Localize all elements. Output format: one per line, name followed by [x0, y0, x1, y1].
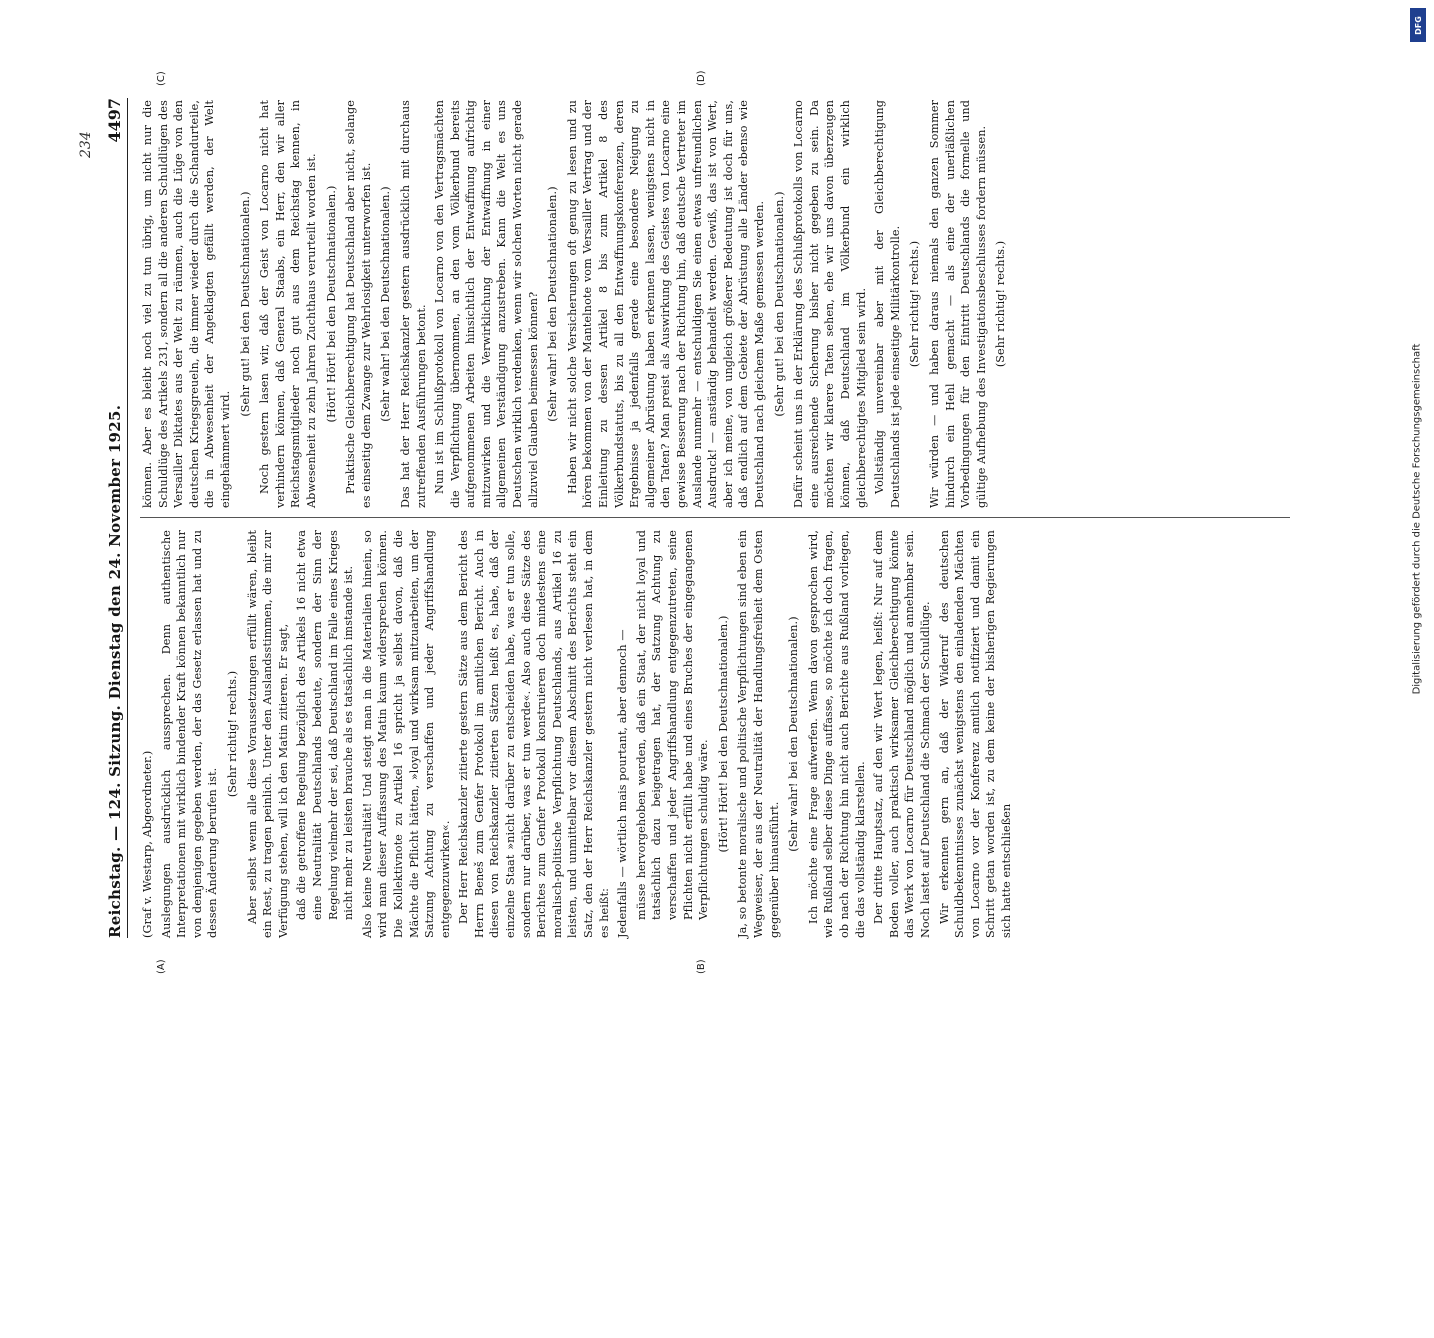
interjection: (Sehr richtig! rechts.) [225, 670, 239, 798]
interjection: (Sehr richtig! rechts.) [908, 240, 922, 368]
paragraph: Auslegungen ausdrücklich aussprechen. Denn authentische Interpretationen mit wirklich bindender Kraft können bekanntlich nur von demjenigen gegeben werden, der das Gesetz erlassen hat und zu dessen Änderung berufen ist. [159, 530, 220, 938]
interjection: (Sehr richtig! rechts.) [994, 240, 1008, 368]
paragraph: Praktische Gleichberechtigung hat Deutschland aber nicht, solange es einseitig dem Zwange zur Wehrlosigkeit unterworfen ist. [344, 100, 373, 508]
paragraph: Haben wir nicht solche Versicherungen oft genug zu lesen und zu hören bekommen von der Mantelnote vom Versailler Vertrag und der Einleitung zu dessen Artikel 8 bis zum Artikel 8 des Völkerbundstatuts, bis zu all den Entwaffnungskonferenzen, deren Ergebnisse ja jedenfalls gerade eine besondere Neigung zu allgemeiner Abrüstung haben erkennen lassen, wenigstens nicht in den Taten? Man preist als Auswirkung des Geistes von Locarno eine gewisse Besserung nach der Richtung hin, daß deutsche Vertreter im Auslande nunmehr — entschuldigen Sie einen etwas unfreundlichen Ausdruck! — anständig behandelt werden. Gewiß, das ist von Wert, aber ich meine, von ungleich größerer Bedeutung ist doch für uns, daß endlich auf dem Gebiete der Abrüstung alle Länder ebenso wie Deutschland nach gleichem Maße gemessen werden. [565, 100, 766, 508]
speaker-line: (Graf v. Westarp, Abgeordneter.) [141, 750, 154, 938]
margin-mark-b: (B) [696, 959, 707, 974]
paragraph: Aber selbst wenn alle diese Voraussetzungen erfüllt wären, bleibt ein Rest, zu tragen peinlich. Unter den Auslandsstimmen, die mir zur Verfügung stehen, will ich den Matin zitieren. Er sagt, [245, 530, 290, 938]
interjection: (Sehr wahr! bei den Deutschnationalen.) [787, 616, 801, 852]
paragraph: Noch gestern lasen wir, daß der Geist von Locarno nicht hat verhindern können, daß General Staabs, ein Herr, den wir aller Reichstagsmitglieder noch gut aus dem Reichstag kennen, in Abwesenheit zu zehn Jahren Zuchthaus verurteilt worden ist. [258, 100, 318, 508]
paragraph: Wir erkennen gern an, daß der Widerruf des deutschen Schuldbekenntnisses zunächst wenigstens den einladenden Mächten von Locarno vor der Konferenz amtlich notifiziert und damit ein Schritt getan worden ist, zu dem keine der bisherigen Regierungen sich hatte entschließen [937, 530, 1013, 938]
paragraph: Jedenfalls — wörtlich mais pourtant, aber dennoch — [616, 629, 630, 938]
page-number: 4497 [105, 98, 124, 143]
paragraph: Nun ist im Schlußprotokoll von Locarno von den Vertragsmächten die Verpflichtung übernommen, an den vom Völkerbund bereits aufgenommenen Arbeiten hinsichtlich der Entwaffnung aufrichtig mitzuwirken und die Verwirklichung der Entwaffnung in einer allgemeinen Verständigung anzustreben. Kann die Welt es uns Deutschen wirklich verdenken, wenn wir solchen Worten nicht gerade allzuviel Glauben beimessen können? [433, 100, 540, 508]
interjection: (Sehr gut! bei den Deutschnationalen.) [772, 191, 786, 417]
handwritten-number: 234 [78, 131, 94, 158]
paragraph: Ja, so betonte moralische und politische Verpflichtungen sind eben ein Wegweiser, der aus der Neutralität der Handlungsfreiheit dem Osten gegenüber hinausführt. [736, 530, 781, 938]
paragraph: Der dritte Hauptsatz, auf den wir Wert legen, heißt: Nur auf dem Boden voller, auch praktisch wirksamer Gleichberechtigung könnte das Werk von Locarno für Deutschland möglich und annehmbar sein. Noch lastet auf Deutschland die Schmach der Schuldlüge. [872, 530, 932, 938]
paragraph: Das hat der Herr Reichskanzler gestern ausdrücklich mit durchaus zutreffenden Ausführungen betont. [398, 100, 428, 508]
dfg-logo: DFG [1410, 8, 1426, 42]
paragraph: Wir würden — und haben daraus niemals den ganzen Sommer hindurch ein Hehl gemacht — als eine der unerläßlichen Vorbedingungen für den Eintritt Deutschlands die formelle und gültige Aufhebung des Investigationsbeschlusses fordern müssen. [927, 100, 988, 508]
right-column [140, 100, 1013, 508]
paragraph: Ich möchte eine Frage aufwerfen. Wenn davon gesprochen wird, wie Rußland selber diese Dinge auffasse, so möchte ich doch fragen, ob nach der Richtung hin nicht auch Berichte aus Rußland vorliegen, die das vollständig klarstellen. [806, 530, 867, 938]
interjection: (Hört! Hört! bei den Deutschnationalen.) [716, 615, 730, 853]
page-header [96, 98, 128, 938]
margin-mark-d: (D) [696, 70, 707, 86]
paragraph: Vollständig unvereinbar aber mit der Gleichberechtigung Deutschlands ist jede einseitige Militärkontrolle. [873, 100, 902, 508]
interjection: (Sehr wahr! bei den Deutschnationalen.) [546, 186, 560, 422]
header-title: Reichstag. — 124. Sitzung. Dienstag den 24. November 1925. [106, 404, 124, 938]
digitization-credit: Digitalisierung gefördert durch die Deutsche Forschungsgemeinschaft [1411, 343, 1423, 695]
left-column [140, 530, 1017, 938]
interjection: (Hört! Hört! bei den Deutschnationalen.) [324, 185, 338, 423]
margin-mark-c: (C) [156, 71, 167, 86]
margin-mark-a: (A) [156, 959, 167, 974]
quotation: daß die getroffene Regelung bezüglich des Artikels 16 nicht etwa eine Neutralität Deutschlands bedeute, sondern der Sinn der Regelung vielmehr der sei, daß Deutschland im Falle eines Krieges nicht mehr zu leisten brauche als es tatsächlich imstande ist. [295, 530, 356, 920]
paragraph: Also keine Neutralität! Und steigt man in die Materialien hinein, so wird man dieser Auffassung des Matin kaum widersprechen können. Die Kollektivnote zu Artikel 16 spricht ja selbst davon, daß die Mächte die Pflicht hätten, »loyal und wirksam mitzuarbeiten, um der Satzung Achtung zu verschaffen und jeder Angriffshandlung entgegenzuwirken«. [360, 530, 452, 938]
paragraph: Der Herr Reichskanzler zitierte gestern Sätze aus dem Bericht des Herrn Beneš zum Genfer Protokoll im amtlichen Bericht. Auch in diesen von Reichskanzler zitierten Sätzen heißt es, habe, daß der einzelne Staat »nicht darüber zu entscheiden habe, was er tun solle, sondern nur darüber, was er tun werde«. Also auch diese Sätze des Berichtes zum Genfer Protokoll konstruieren doch mindestens eine moralisch-politische Verpflichtung Deutschlands, aus Artikel 16 zu leisten, und unmittelbar vor diesem Abschnitt des Berichts steht ein Satz, den der Herr Reichskanzler gestern nicht verlesen hat, in dem es heißt: [457, 530, 611, 938]
paragraph: können. Aber es bleibt noch viel zu tun übrig, um nicht nur die Schuldlüge des Artikels 231, sondern all die anderen Schuldlügen des Versailler Diktates aus der Welt zu räumen, auch die Lüge von den deutschen Kriegsgreueln, die immer wieder durch die Schandurteile, die in Abwesenheit der Angeklagten gefällt werden, der Welt eingehämmert wird. [141, 100, 232, 508]
rotated-document [78, 70, 1346, 974]
interjection: (Sehr gut! bei den Deutschnationalen.) [238, 191, 252, 417]
interjection: (Sehr wahr! bei den Deutschnationalen.) [379, 186, 393, 422]
quotation: müsse hervorgehoben werden, daß ein Staat, der nicht loyal und tatsächlich dazu beigetragen hat, der Satzung Achtung zu verschaffen und jeder Angriffshandlung entgegenzutreten, seine Pflichten nicht erfüllt habe und eines Bruches der eingegangenen Verpflichtungen schuldig wäre. [634, 530, 711, 920]
paragraph: Dafür scheint uns in der Erklärung des Schlußprotokolls von Locarno eine ausreichende Sicherung bisher nicht gegeben zu sein. Da möchten wir klarere Taten sehen, ehe wir uns davon überzeugen können, daß Deutschland im Völkerbund ein wirklich gleichberechtigtes Mitglied sein wird. [792, 100, 868, 508]
column-divider [140, 517, 1290, 518]
